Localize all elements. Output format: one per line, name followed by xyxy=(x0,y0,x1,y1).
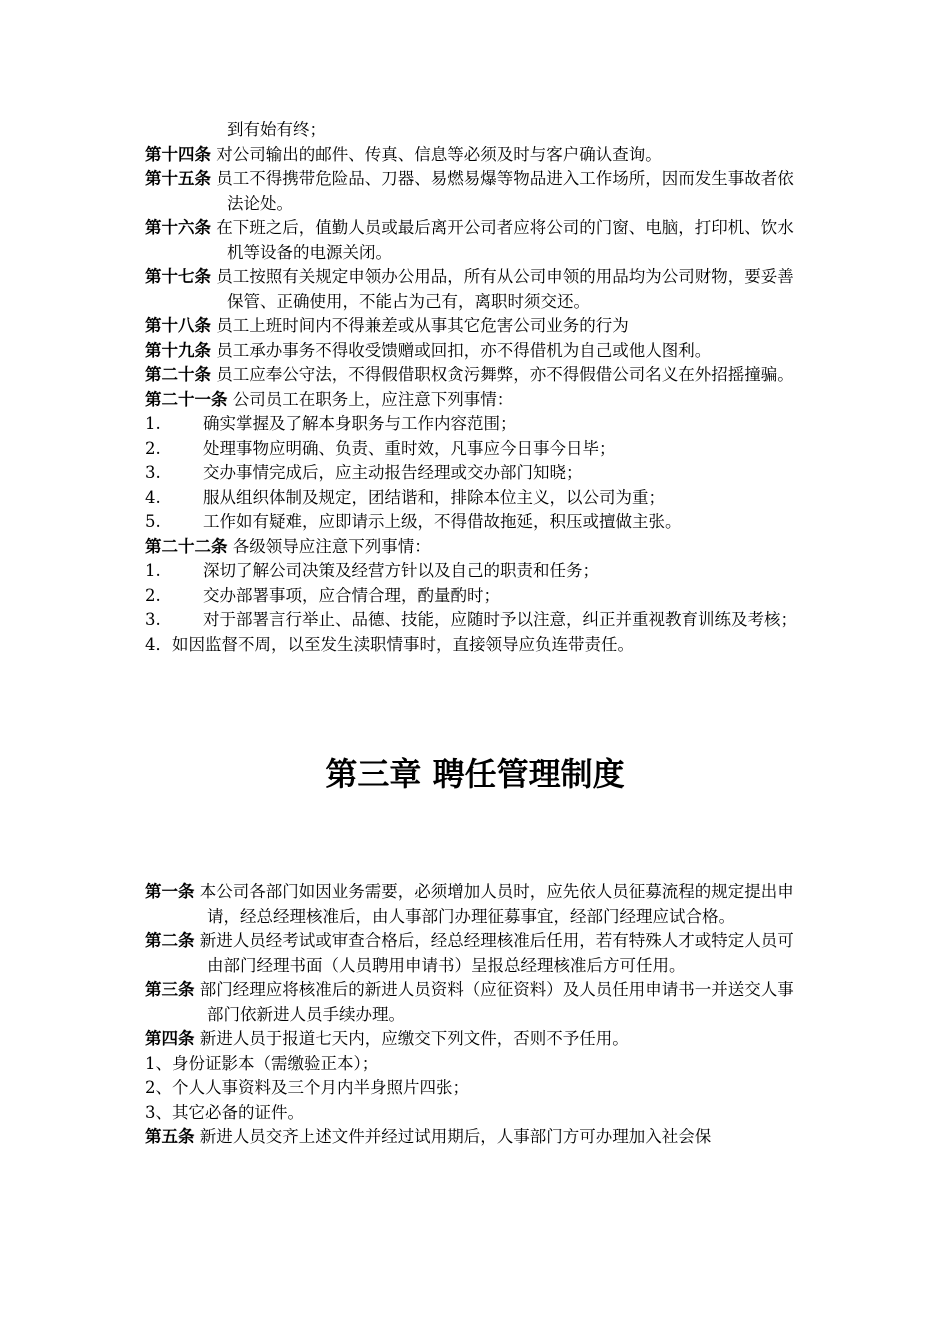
article-21-list xyxy=(145,412,810,535)
list-text: 确实掌握及了解本身职务与工作内容范围； xyxy=(203,414,517,433)
article-text: 新进人员于报道七天内，应缴交下列文件，否则不予任用。 xyxy=(199,1029,629,1048)
list-item xyxy=(145,584,810,609)
list-number: 2. xyxy=(145,438,161,458)
article-label: 第十八条 xyxy=(145,316,211,335)
article-label: 第一条 xyxy=(145,882,195,901)
list-item xyxy=(145,461,810,486)
article-label: 第五条 xyxy=(145,1127,195,1146)
list-item: 2、个人人事资料及三个月内半身照片四张； xyxy=(145,1078,469,1097)
article-label: 第十七条 xyxy=(145,267,211,286)
article-21 xyxy=(145,388,810,413)
article-20 xyxy=(145,363,810,388)
article-text: 员工不得携带危险品、刀器、易燃易爆等物品进入工作场所，因而发生事故者依法论处。 xyxy=(216,169,794,213)
article-text: 员工按照有关规定申领办公用品，所有从公司申领的用品均为公司财物，要妥善保管、正确使用，不能占为己有，离职时须交还。 xyxy=(216,267,794,311)
article-label: 第十九条 xyxy=(145,340,211,360)
list-item xyxy=(145,412,810,437)
list-item xyxy=(145,559,810,584)
article-16 xyxy=(145,216,810,265)
article-label: 第二十二条 xyxy=(145,536,228,556)
list-text: 深切了解公司决策及经营方针以及自己的职责和任务； xyxy=(203,561,599,580)
article-14 xyxy=(145,143,810,168)
article-text: 员工应奉公守法，不得假借职权贪污舞弊，亦不得假借公司名义在外招摇撞骗。 xyxy=(216,365,794,384)
list-item xyxy=(145,486,810,511)
article-text: 公司员工在职务上，应注意下列事情： xyxy=(232,389,514,409)
list-item: 4．如因监督不周，以至发生渎职情事时，直接领导应负连带责任。 xyxy=(145,634,634,654)
list-item xyxy=(145,608,810,633)
article-label: 第十六条 xyxy=(145,218,211,237)
list-text: 交办事情完成后，应主动报告经理或交办部门知晓； xyxy=(203,463,583,482)
list-number: 1. xyxy=(145,414,161,433)
list-number: 3. xyxy=(145,610,161,629)
article-22-list xyxy=(145,559,810,657)
list-number: 2. xyxy=(145,585,161,605)
article-text: 员工承办事务不得收受馈赠或回扣，亦不得借机为自己或他人图利。 xyxy=(216,340,712,360)
list-item: 3、其它必备的证件。 xyxy=(145,1102,304,1122)
article-2 xyxy=(145,929,810,978)
article-label: 第三条 xyxy=(145,980,195,999)
article-label: 第二条 xyxy=(145,931,195,950)
article-text: 本公司各部门如因业务需要，必须增加人员时，应先依人员征募流程的规定提出申请，经总经理核准后，由人事部门办理征募事宜，经部门经理应试合格。 xyxy=(199,882,794,926)
article-text: 新进人员交齐上述文件并经过试用期后，人事部门方可办理加入社会保 xyxy=(199,1127,712,1146)
document-body-part1 xyxy=(145,118,810,657)
article-22 xyxy=(145,535,810,560)
list-number: 1. xyxy=(145,561,161,580)
article-label: 第二十一条 xyxy=(145,389,228,409)
article-text: 部门经理应将核准后的新进人员资料（应征资料）及人员任用申请书一并送交人事部门依新进人员手续办理。 xyxy=(199,980,794,1024)
list-text: 交办部署事项，应合情合理，酌量酌时； xyxy=(203,585,500,605)
list-text: 服从组织体制及规定，团结谐和，排除本位主义，以公司为重； xyxy=(203,487,665,507)
list-text: 对于部署言行举止、品德、技能，应随时予以注意，纠正并重视教育训练及考核； xyxy=(203,610,797,629)
list-item xyxy=(145,437,810,462)
chapter-title: 第三章 聘任管理制度 xyxy=(325,755,625,793)
article-3 xyxy=(145,978,810,1027)
article-19 xyxy=(145,339,810,364)
article-label: 第十五条 xyxy=(145,169,211,188)
article-15 xyxy=(145,167,810,216)
article-label: 第二十条 xyxy=(145,365,211,384)
list-number: 3. xyxy=(145,463,161,482)
document-body-part2 xyxy=(145,880,810,1150)
article-1 xyxy=(145,880,810,929)
article-18 xyxy=(145,314,810,339)
article-text: 对公司输出的邮件、传真、信息等必须及时与客户确认查询。 xyxy=(216,144,662,164)
article-text: 各级领导应注意下列事情： xyxy=(232,536,431,556)
article-label: 第四条 xyxy=(145,1029,195,1048)
article-label: 第十四条 xyxy=(145,144,211,164)
article-text: 员工上班时间内不得兼差或从事其它危害公司业务的行为 xyxy=(216,316,629,335)
list-item: 1、身份证影本（需缴验正本）； xyxy=(145,1053,379,1073)
list-item xyxy=(145,510,810,535)
article-4 xyxy=(145,1027,810,1052)
article-5 xyxy=(145,1125,810,1150)
article-text: 新进人员经考试或审查合格后，经总经理核准后任用，若有特殊人才或特定人员可由部门经理书面（人员聘用申请书）呈报总经理核准后方可任用。 xyxy=(199,931,794,975)
continued-line: 到有始有终； xyxy=(227,120,326,139)
article-17 xyxy=(145,265,810,314)
list-text: 工作如有疑难，应即请示上级，不得借故拖延，积压或擅做主张。 xyxy=(203,512,682,531)
list-number: 4. xyxy=(145,487,161,507)
list-number: 5. xyxy=(145,512,161,531)
article-text: 在下班之后，值勤人员或最后离开公司者应将公司的门窗、电脑，打印机、饮水机等设备的电源关闭。 xyxy=(216,218,794,262)
list-text: 处理事物应明确、负责、重时效，凡事应今日事今日毕； xyxy=(203,438,616,458)
